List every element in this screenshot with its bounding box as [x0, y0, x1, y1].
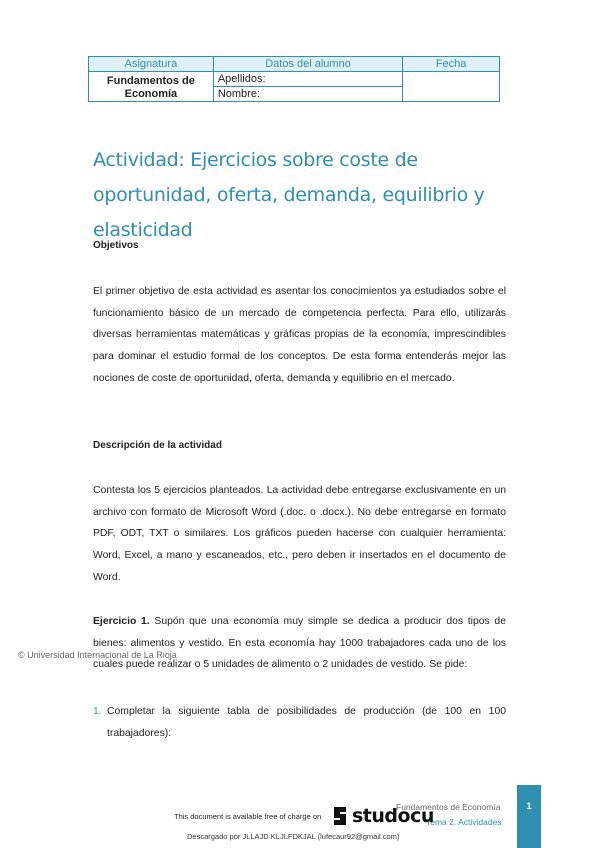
header-table: [88, 56, 500, 102]
header-subject-col: Asignatura: [89, 57, 214, 72]
exercise-1-label: Ejercicio 1.: [93, 616, 150, 627]
header-student-col: Datos del alumno: [213, 57, 402, 72]
list-item-text: Completar la siguiente tabla de posibilidades de producción (de 100 en 100 trabajadores):: [107, 706, 506, 739]
studocu-logo[interactable]: [330, 804, 434, 828]
page-number: 1: [526, 801, 532, 811]
surname-field[interactable]: Apellidos:: [213, 72, 402, 87]
studocu-free-text: This document is available free of charge on: [174, 812, 322, 821]
objectives-text: El primer objetivo de esta actividad es asentar los conocimientos ya estudiados sobre el funcionamiento básico de un mercado de competencia perfecta. Para ello, utilizarás diversas herramientas matemáticas y gráficas propias de la economía, imprescindibles para dominar el estudio formal de los conceptos. De esta forma entenderás mejor las nociones de coste de oportunidad, oferta, demanda y equilibrio en el mercado.: [93, 286, 506, 384]
list-item: [93, 701, 506, 739]
list-item-number: 1.: [93, 706, 102, 717]
exercise-1: [93, 611, 506, 676]
subject-cell: Fundamentos de Economía: [89, 72, 214, 102]
description-text: Contesta los 5 ejercicios planteados. La actividad debe entregarse exclusivamente en un archivo con formato de Microsoft Word (.doc. o .docx.). No debe entregarse en formato PDF, ODT, TXT o similares. Los gráficos pueden hacerse con cualquier herramienta: Word, Excel, a mano y escaneados, etc., pero deben ir insertados en el documento de Word.: [93, 485, 506, 583]
studocu-logo-text: studocu: [352, 805, 434, 827]
name-field[interactable]: Nombre:: [213, 87, 402, 102]
document-title: Actividad: Ejercicios sobre coste de oportunidad, oferta, demanda, equilibrio y elasticidad: [93, 149, 485, 241]
footer-tema: Tema 2. Actividades: [426, 817, 502, 827]
date-field[interactable]: [403, 72, 500, 102]
studocu-s-icon: [330, 805, 350, 827]
header-date-col: Fecha: [403, 57, 500, 72]
footer-subject: Fundamentos de Economía: [396, 802, 501, 812]
copyright-note: © Universidad Internacional de La Rioja: [18, 650, 177, 660]
exercise-1-text: Supón que una economía muy simple se dedica a producir dos tipos de bienes: alimentos y vestido. En esta economía hay 1000 trabajadores cada uno de los cuales puede realizar o 5 unidades de alimento o 2 unidades de vestido. Se pide:: [93, 616, 506, 671]
objectives-heading: Objetivos: [93, 240, 139, 251]
description-heading: Descripción de la actividad: [93, 440, 222, 451]
download-info: Descargado por JLLAJD KLJLFDKJAL (lufecaur92@gmail.com): [187, 832, 400, 841]
page-number-box: [517, 785, 541, 848]
